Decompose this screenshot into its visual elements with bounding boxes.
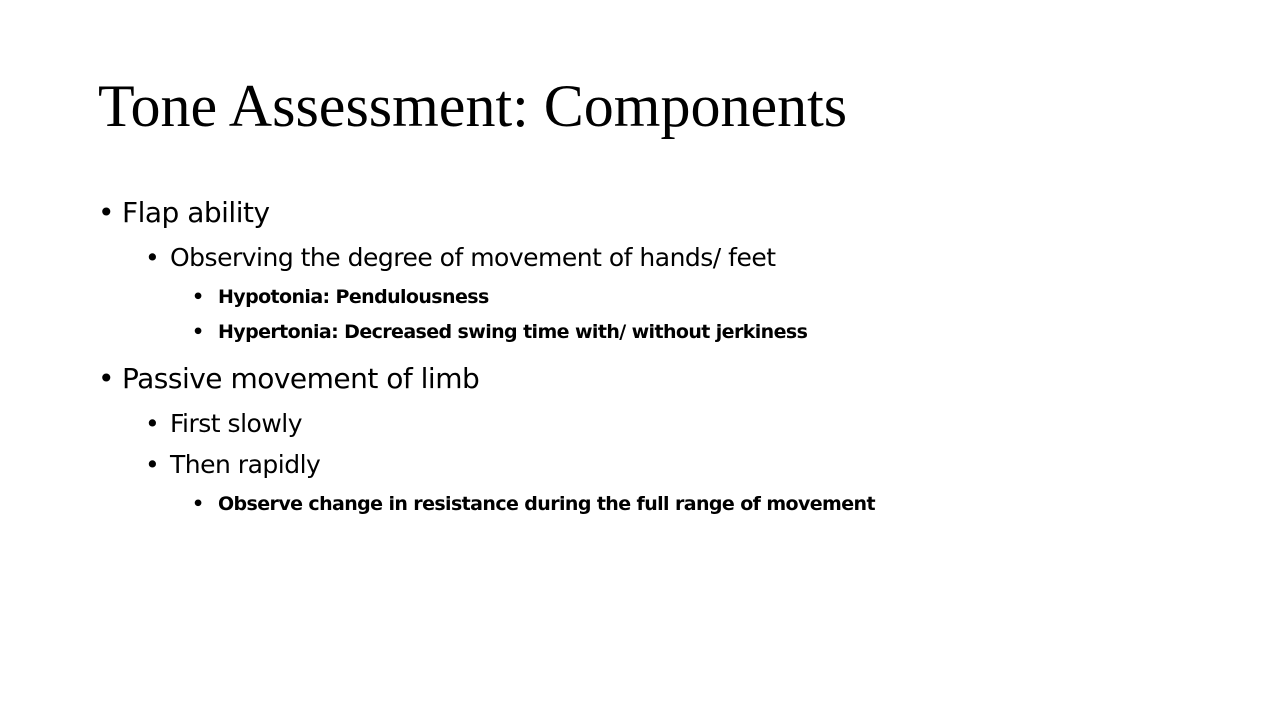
bullet-dot: • [98,196,115,229]
bullet-text: First slowly [170,409,303,438]
slide-title: Tone Assessment: Components [98,73,848,139]
sub-sub-bullet-hypotonia [192,284,489,310]
bullet-passive-movement [98,361,479,397]
bullet-flap-ability [98,195,270,231]
bullet-text: Hypertonia: Decreased swing time with/ without jerkiness [218,321,808,343]
sub-sub-bullet-hypertonia [192,319,807,345]
bullet-text: Passive movement of limb [122,362,480,395]
bullet-text: Hypotonia: Pendulousness [218,286,489,308]
sub-sub-bullet-observe-resistance [192,491,875,517]
sub-bullet-then-rapidly [145,449,320,481]
bullet-dot: • [192,286,204,308]
bullet-dot: • [192,493,204,515]
bullet-text: Observe change in resistance during the full range of movement [218,493,875,515]
bullet-dot: • [192,321,204,343]
bullet-dot: • [145,243,160,272]
sub-bullet-first-slowly [145,408,302,440]
bullet-text: Observing the degree of movement of hands/ feet [170,243,776,272]
sub-bullet-observing-degree [145,242,776,274]
bullet-text: Then rapidly [170,450,321,479]
bullet-dot: • [98,362,115,395]
bullet-dot: • [145,450,160,479]
bullet-dot: • [145,409,160,438]
bullet-text: Flap ability [122,196,270,229]
